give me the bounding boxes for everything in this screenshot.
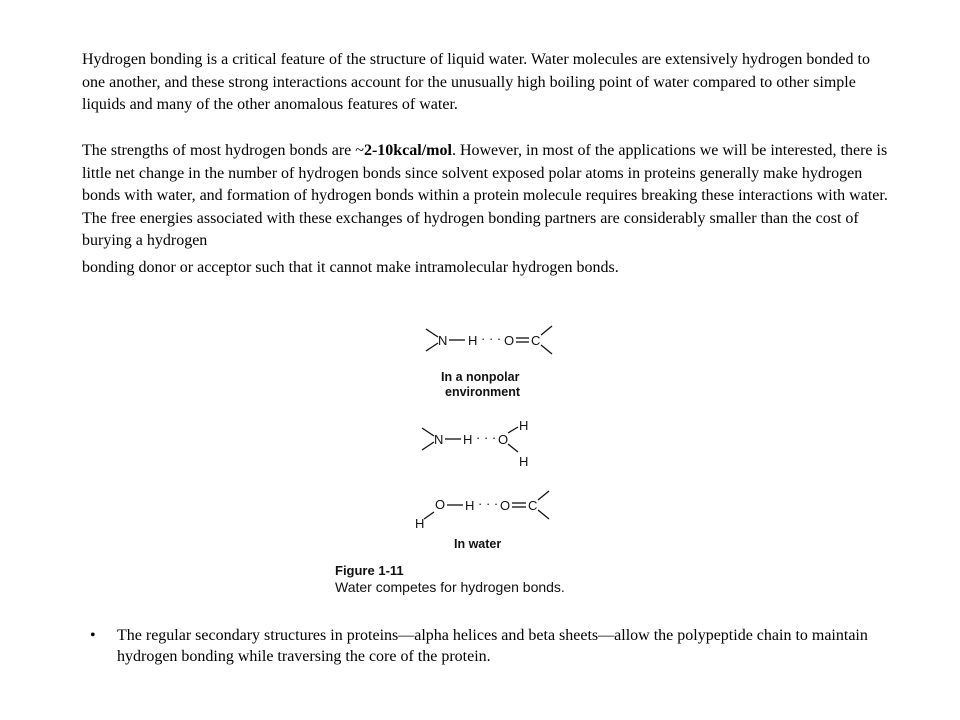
atom-h: H bbox=[463, 432, 473, 447]
hbond-dots: · · · bbox=[476, 430, 497, 445]
intro-paragraph: Hydrogen bonding is a critical feature of the structure of liquid water. Water molecules are extensively hydrogen bonded to one another, and these strong interactions account for the unusually high boiling point of water compared to other simple liquids and many of the other anomalous features of water. bbox=[82, 51, 870, 113]
c-substituent-bond-top bbox=[541, 326, 552, 335]
n-substituent-bond-bottom bbox=[426, 343, 438, 351]
structure-nonpolar bbox=[426, 326, 552, 399]
atom-o-water: O bbox=[435, 497, 446, 512]
structure-n-water bbox=[422, 418, 528, 469]
hbond-dots: · · · bbox=[481, 331, 502, 346]
atom-n: N bbox=[434, 432, 444, 447]
bullet-marker: • bbox=[90, 627, 96, 644]
atom-n: N bbox=[438, 333, 448, 348]
structure-water-carbonyl bbox=[415, 491, 549, 551]
caption-nonpolar-line1: In a nonpolar bbox=[441, 370, 520, 384]
atom-h: H bbox=[465, 498, 475, 513]
atom-c: C bbox=[531, 333, 541, 348]
n-substituent-bond-top bbox=[426, 329, 438, 337]
c-substituent-bond-top bbox=[538, 491, 549, 500]
atom-o: O bbox=[500, 498, 511, 513]
c-substituent-bond-bottom bbox=[541, 345, 552, 354]
atom-h-top: H bbox=[519, 418, 529, 433]
hbond-strength-paragraph bbox=[82, 140, 892, 279]
o-h-bond-bottom bbox=[508, 444, 518, 452]
hydrogen-bond-figure bbox=[330, 295, 650, 605]
o-h-bond-lower bbox=[424, 512, 434, 519]
figure-title: Figure 1-11 bbox=[335, 563, 404, 578]
atom-h: H bbox=[468, 333, 478, 348]
hbond-strength-text-middle: . However, in most of the applications we will be interested, there is little net change in the number of hydrogen bonds since solvent exposed polar atoms in proteins generally make hydrogen bonds with water, and formation of hydrogen bonds within a protein molecule requires breaking these interactions with water. The free energies associated with these exchanges of hydrogen bonding partners are considerably smaller than the cost of burying a hydrogen bbox=[82, 142, 888, 249]
hbond-strength-text-start: The strengths of most hydrogen bonds are ~ bbox=[82, 142, 364, 159]
hbond-strength-text-end: bonding donor or acceptor such that it cannot make intramolecular hydrogen bonds. bbox=[82, 258, 619, 276]
hbond-energy-value: 2-10kcal/mol bbox=[363, 142, 452, 159]
bullet-text: The regular secondary structures in proteins—alpha helices and beta sheets—allow the polypeptide chain to maintain hydrogen bonding while traversing the core of the protein. bbox=[117, 627, 868, 665]
atom-c: C bbox=[528, 498, 538, 513]
atom-h-lower: H bbox=[415, 516, 425, 531]
n-substituent-bond-top bbox=[422, 428, 434, 436]
hbond-dots: · · · bbox=[478, 496, 499, 511]
hydrogen-bond-diagram bbox=[330, 295, 650, 605]
caption-water: In water bbox=[454, 537, 502, 551]
c-substituent-bond-bottom bbox=[538, 510, 549, 519]
atom-o: O bbox=[504, 333, 515, 348]
atom-o: O bbox=[498, 432, 509, 447]
atom-h-bottom: H bbox=[519, 454, 529, 469]
n-substituent-bond-bottom bbox=[422, 442, 434, 450]
o-h-bond-top bbox=[508, 427, 518, 433]
figure-caption: Water competes for hydrogen bonds. bbox=[335, 579, 565, 595]
caption-nonpolar-line2: environment bbox=[445, 385, 521, 399]
